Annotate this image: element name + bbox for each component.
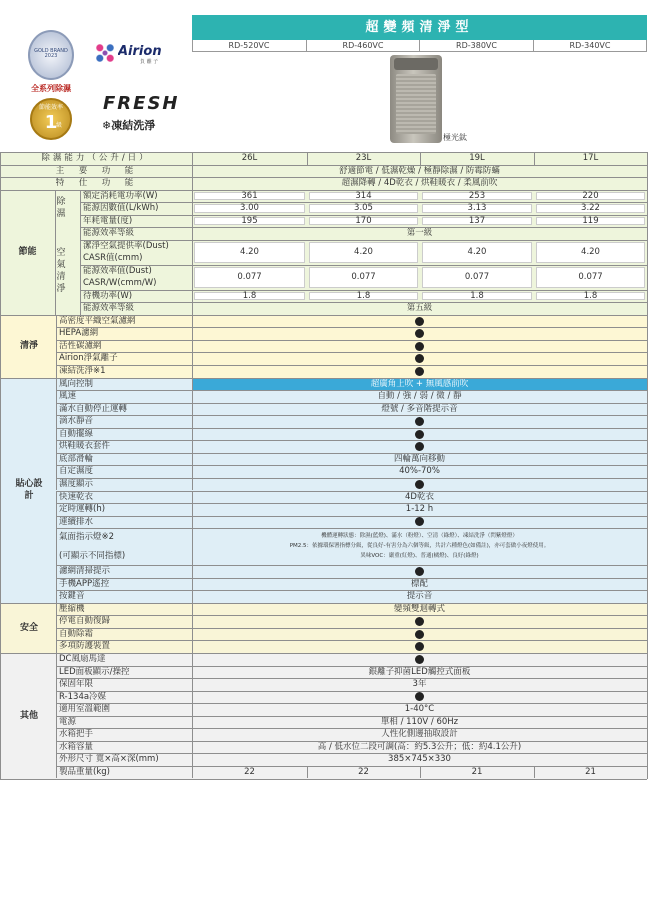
bullet-dot	[415, 317, 424, 326]
col-divider	[192, 453, 193, 466]
row-divider	[56, 590, 647, 591]
col-divider	[192, 528, 193, 565]
col-divider	[192, 741, 193, 754]
value-span: 3年	[412, 679, 427, 690]
value-cell: 3.13	[467, 203, 487, 214]
row-divider	[56, 465, 647, 466]
row-label: 自動除霜	[59, 628, 94, 639]
row-label: 除濕能力（公升/日）	[41, 153, 151, 163]
row-label: 凍結洗淨※1	[59, 366, 106, 377]
col-divider	[192, 215, 193, 228]
model-name: RD-340VC	[534, 40, 647, 52]
row-label: HEPA濾網	[59, 328, 99, 339]
bullet-dot	[415, 342, 424, 351]
col-divider	[80, 240, 81, 265]
row-divider	[0, 603, 647, 604]
row-label: 濕度顯示	[59, 478, 94, 489]
medal-grade: 級	[55, 122, 62, 129]
value-cell: 1.8	[242, 290, 257, 301]
value-cell: 19L	[469, 153, 485, 163]
col-divider	[56, 428, 57, 441]
row-label: 滿水自動停止運轉	[59, 403, 128, 414]
col-divider	[56, 741, 57, 754]
col-divider	[56, 365, 57, 378]
value-cell: 314	[355, 190, 372, 201]
row-divider	[56, 703, 647, 704]
bullet-dot	[415, 567, 424, 576]
value-span: 銀離子抑菌LED觸控式面板	[368, 666, 471, 677]
col-divider	[534, 766, 535, 779]
row-label: 保固年限	[59, 679, 94, 690]
col-divider	[56, 516, 57, 529]
col-divider	[192, 565, 193, 578]
product-panel	[396, 74, 436, 134]
col-divider	[56, 653, 57, 666]
col-divider	[192, 378, 193, 391]
row-label: 定時運轉(h)	[59, 504, 106, 515]
bullet-dot	[415, 655, 424, 664]
value-span: 40%-70%	[399, 466, 440, 477]
row-label: 高密度平織空氣濾網	[59, 315, 136, 326]
col-divider	[56, 628, 57, 641]
row-divider	[56, 365, 647, 366]
value-cell: 3.05	[354, 203, 373, 214]
row-divider	[56, 516, 647, 517]
bullet-dot	[415, 442, 424, 451]
col-divider	[56, 640, 57, 653]
col-divider	[56, 352, 57, 365]
col-divider	[56, 327, 57, 340]
row-divider	[56, 678, 647, 679]
note-line: 異味VOC：嚴重(紅燈)、普通(橘燈)、良好(綠燈)	[360, 553, 479, 560]
value-span: 變頻雙迴轉式	[393, 603, 445, 614]
value-cell: 253	[468, 190, 486, 201]
col-divider	[56, 390, 57, 403]
section-group-label: 節能	[18, 246, 37, 257]
row-divider	[56, 716, 647, 717]
col-divider	[56, 528, 57, 565]
badge-line1: 全系列除濕	[31, 84, 71, 93]
col-divider	[192, 578, 193, 591]
award-badge-text: GOLD BRAND 2023	[34, 48, 68, 59]
row-label: DC風扇馬達	[59, 654, 106, 665]
row-divider	[56, 491, 647, 492]
row-divider	[56, 728, 647, 729]
col-divider	[192, 491, 193, 504]
row-divider	[56, 428, 647, 429]
value-span: 高 / 低水位二段可調(高：約5.3公升；低：約4.1公升)	[317, 741, 522, 752]
value-span: 自動 / 強 / 弱 / 微 / 靜	[377, 391, 462, 402]
value-span: 1-12 h	[405, 504, 434, 515]
row-label: 外形尺寸 寬×高×深(mm)	[59, 754, 159, 765]
section-group-label: 清淨	[19, 341, 38, 352]
col-divider	[307, 766, 308, 779]
col-divider	[420, 766, 421, 779]
row-divider	[56, 753, 647, 754]
row-label: 電源	[59, 716, 77, 727]
row-label: 按鍵音	[59, 591, 85, 602]
col-divider	[80, 215, 81, 228]
col-divider	[192, 428, 193, 441]
value-cell: 3.00	[240, 203, 259, 214]
col-divider	[192, 340, 193, 353]
value-cell: 23L	[355, 153, 372, 163]
bullet-dot	[415, 430, 424, 439]
col-divider	[192, 390, 193, 403]
value-span: 超濕降轉 / 4D乾衣 / 烘鞋暖衣 / 柔風前吹	[341, 178, 498, 188]
col-divider	[80, 190, 81, 203]
row-label: Airion淨氣離子	[59, 353, 118, 364]
row-label: 年耗電量(度)	[83, 215, 133, 226]
col-divider	[192, 315, 193, 328]
col-divider	[192, 503, 193, 516]
col-divider	[192, 327, 193, 340]
row-divider	[56, 565, 647, 566]
row-divider	[56, 327, 647, 328]
row-divider	[56, 503, 647, 504]
row-divider	[80, 265, 647, 266]
row-label: 連續排水	[59, 516, 94, 527]
col-divider	[80, 265, 81, 290]
row-label: 停電自動復歸	[59, 616, 111, 627]
value-cell: 22	[358, 766, 369, 777]
value-cell: 195	[241, 215, 258, 226]
col-divider	[192, 227, 193, 240]
col-divider	[80, 290, 81, 303]
col-divider	[192, 590, 193, 603]
col-divider	[56, 603, 57, 616]
value-cell: 26L	[241, 153, 258, 163]
col-divider	[56, 440, 57, 453]
fresh-logo: FRESH	[103, 94, 180, 114]
value-cell: 4.20	[581, 246, 600, 257]
row-divider	[0, 378, 647, 379]
value-span: 四輪萬向移動	[393, 453, 445, 464]
note-line: 機體運轉狀態：除濕(藍燈)、滿水（粉燈）、空清（綠燈）、凍結洗淨（閃紫燈燈）	[321, 533, 518, 540]
col-divider	[192, 728, 193, 741]
row-divider	[56, 628, 647, 629]
value-cell: 1.8	[356, 290, 371, 301]
row-label: 能源效率值(Dust)	[83, 265, 152, 276]
col-divider	[56, 340, 57, 353]
row-label: 自定濕度	[59, 466, 94, 477]
col-divider	[56, 503, 57, 516]
row-divider	[80, 215, 647, 216]
col-divider	[56, 578, 57, 591]
col-divider	[56, 716, 57, 729]
bullet-dot	[415, 367, 424, 376]
row-divider	[56, 453, 647, 454]
product-color-label: 極光鈦	[443, 133, 467, 142]
value-cell: 3.22	[581, 203, 600, 214]
row-divider	[56, 666, 647, 667]
row-label: 多項防護裝置	[59, 641, 111, 652]
value-cell: 361	[241, 190, 258, 201]
col-divider	[56, 478, 57, 491]
col-divider	[56, 565, 57, 578]
row-divider	[0, 152, 647, 153]
col-divider	[192, 653, 193, 666]
col-divider	[56, 678, 57, 691]
row-label: 製品重量(kg)	[59, 766, 110, 777]
col-divider	[80, 202, 81, 215]
row-divider	[56, 352, 647, 353]
row-divider	[80, 302, 647, 303]
value-cell: 137	[468, 215, 486, 226]
col-divider	[56, 666, 57, 679]
row-label: 壓縮機	[59, 603, 85, 614]
row-divider	[0, 779, 647, 780]
col-divider	[56, 415, 57, 428]
col-divider	[192, 691, 193, 704]
col-divider	[192, 678, 193, 691]
col-divider	[192, 603, 193, 616]
col-divider	[192, 265, 193, 290]
row-label: 潔淨空氣提供率(Dust)	[83, 240, 169, 251]
row-label: 能源效率等級	[83, 303, 135, 314]
row-divider	[80, 240, 647, 241]
row-divider	[80, 290, 647, 291]
model-name: RD-380VC	[420, 40, 534, 52]
col-divider	[192, 165, 193, 178]
col-divider	[56, 728, 57, 741]
row-divider	[56, 528, 647, 529]
medal-number: 1	[44, 113, 58, 133]
col-divider	[192, 753, 193, 766]
col-divider	[192, 640, 193, 653]
airion-sub: 負 離 子	[140, 58, 159, 65]
value-cell: 0.077	[351, 271, 376, 282]
value-cell: 170	[355, 215, 372, 226]
row-label: 手機APP遙控	[59, 578, 110, 589]
row-label: LED面板顯示/操控	[59, 666, 130, 677]
col-divider	[192, 202, 193, 215]
airion-dots	[92, 40, 118, 66]
section-group-label: 貼心設計	[15, 479, 43, 502]
col-divider	[56, 465, 57, 478]
col-divider	[192, 177, 193, 190]
row-divider	[56, 741, 647, 742]
row-label-2: (可顯示不同指標)	[59, 550, 126, 561]
section-group-label: 其他	[19, 710, 38, 721]
medal-text: 節能效率	[38, 104, 63, 111]
row-label: R-134a冷媒	[59, 691, 107, 702]
col-divider	[192, 628, 193, 641]
col-divider	[192, 365, 193, 378]
value-cell: 4.20	[240, 246, 259, 257]
model-name: RD-460VC	[307, 40, 420, 52]
airion-logo: Airion	[118, 44, 162, 58]
value-cell: 0.077	[464, 271, 490, 282]
bullet-dot	[415, 630, 424, 639]
value-span: 第一級	[406, 228, 433, 239]
col-divider	[192, 478, 193, 491]
row-divider	[56, 640, 647, 641]
row-divider	[0, 190, 647, 191]
col-divider	[56, 703, 57, 716]
col-divider	[192, 716, 193, 729]
value-cell: 4.20	[467, 246, 487, 257]
value-span: 人性化側邊抽取設計	[381, 729, 458, 740]
value-cell: 119	[582, 215, 599, 226]
col-divider	[420, 152, 421, 165]
col-divider	[0, 152, 1, 779]
col-divider	[56, 453, 57, 466]
col-divider	[192, 703, 193, 716]
row-label: 滴水靜音	[59, 416, 94, 427]
value-cell: 17L	[582, 153, 599, 163]
row-divider	[56, 440, 647, 441]
value-span: 第五級	[406, 303, 433, 314]
col-divider	[56, 403, 57, 416]
row-label: 底部滑輪	[59, 453, 94, 464]
row-divider	[0, 653, 647, 654]
value-cell: 0.077	[237, 271, 262, 282]
row-divider	[56, 578, 647, 579]
col-divider	[192, 240, 193, 265]
col-divider	[192, 516, 193, 529]
col-divider	[56, 378, 57, 391]
subgroup-label: 除濕	[56, 197, 66, 220]
value-cell: 0.077	[578, 271, 603, 282]
row-divider	[0, 177, 647, 178]
fresh-sub: ❄凍結洗淨	[102, 118, 156, 132]
row-label: 水箱容量	[59, 741, 94, 752]
col-divider	[56, 590, 57, 603]
row-label: 特 仕 功 能	[55, 178, 137, 188]
row-label: 濾網清掃提示	[59, 566, 111, 577]
value-span: 385×745×330	[388, 754, 451, 765]
value-span: 燈號 / 多音階提示音	[381, 403, 458, 414]
row-label: 能源因數值(L/kWh)	[83, 203, 159, 214]
col-divider	[56, 491, 57, 504]
row-label: 額定消耗電功率(W)	[83, 190, 158, 201]
value-span: 超廣角上吹 + 無風感前吹	[370, 378, 469, 389]
value-cell: 220	[582, 190, 599, 201]
col-divider	[192, 615, 193, 628]
bullet-dot	[415, 480, 424, 489]
row-divider	[56, 390, 647, 391]
page-title: 超變頻清淨型	[365, 20, 474, 35]
row-label: 氣面指示燈※2	[59, 532, 115, 543]
product-top	[394, 58, 438, 70]
row-label: 主 要 功 能	[55, 165, 137, 176]
row-divider	[56, 766, 647, 767]
row-label: 風向控制	[59, 378, 94, 389]
col-divider	[56, 691, 57, 704]
row-label: 烘鞋暖衣套件	[59, 441, 111, 452]
value-cell: 4.20	[354, 246, 373, 257]
row-label: 活性碳濾網	[59, 340, 102, 351]
row-label: 能源效率等級	[83, 228, 135, 239]
value-span: 提示音	[406, 591, 433, 602]
value-cell: 22	[244, 766, 255, 777]
row-divider	[0, 315, 647, 316]
row-label: 適用室溫範圍	[59, 704, 111, 715]
col-divider	[647, 152, 648, 779]
col-divider	[56, 766, 57, 779]
row-divider	[56, 615, 647, 616]
col-divider	[307, 152, 308, 165]
row-label: 自動擺線	[59, 428, 94, 439]
value-span: 1-40°C	[404, 704, 435, 715]
value-span: 4D乾衣	[405, 491, 434, 502]
col-divider	[192, 302, 193, 315]
bullet-dot	[415, 417, 424, 426]
col-divider	[192, 290, 193, 303]
value-cell: 1.8	[583, 290, 598, 301]
col-divider	[192, 352, 193, 365]
value-span: 標配	[410, 578, 428, 589]
col-divider	[56, 615, 57, 628]
row-label: 快速乾衣	[59, 491, 94, 502]
row-divider	[80, 227, 647, 228]
row-label-2: CASR/W(cmm/W)	[83, 278, 157, 289]
subgroup-label: 空氣清淨	[56, 247, 66, 295]
value-span: 單相 / 110V / 60Hz	[380, 716, 459, 727]
col-divider	[192, 766, 193, 779]
col-divider	[56, 315, 57, 328]
col-divider	[192, 666, 193, 679]
row-label: 待機功率(W)	[83, 290, 133, 301]
row-divider	[0, 165, 647, 166]
col-divider	[80, 302, 81, 315]
col-divider	[56, 753, 57, 766]
row-divider	[56, 403, 647, 404]
row-divider	[56, 478, 647, 479]
col-divider	[192, 403, 193, 416]
row-divider	[80, 202, 647, 203]
row-label: 風速	[59, 391, 77, 402]
section-group-label: 安全	[19, 622, 38, 633]
value-cell: 21	[585, 766, 596, 777]
col-divider	[80, 227, 81, 240]
col-divider	[192, 152, 193, 165]
row-label: 水箱把手	[59, 729, 94, 740]
col-divider	[192, 440, 193, 453]
col-divider	[534, 152, 535, 165]
row-label-2: CASR值(cmm)	[83, 253, 143, 264]
row-divider	[56, 691, 647, 692]
col-divider	[192, 190, 193, 203]
value-cell: 21	[471, 766, 483, 777]
value-span: 舒適節電 / 低濕乾燥 / 極靜除濕 / 防霉防蟎	[339, 165, 500, 176]
model-name: RD-520VC	[192, 40, 307, 52]
col-divider	[192, 465, 193, 478]
row-divider	[56, 415, 647, 416]
row-divider	[56, 340, 647, 341]
note-line: PM2.5：依據環保署指標分級，從良好-有害分為六個等級，共計六種燈色(如備註)，亦可套做小夜燈使用。	[289, 543, 550, 550]
col-divider	[55, 190, 56, 315]
col-divider	[192, 415, 193, 428]
header-divider	[192, 40, 193, 52]
value-cell: 1.8	[470, 290, 484, 301]
